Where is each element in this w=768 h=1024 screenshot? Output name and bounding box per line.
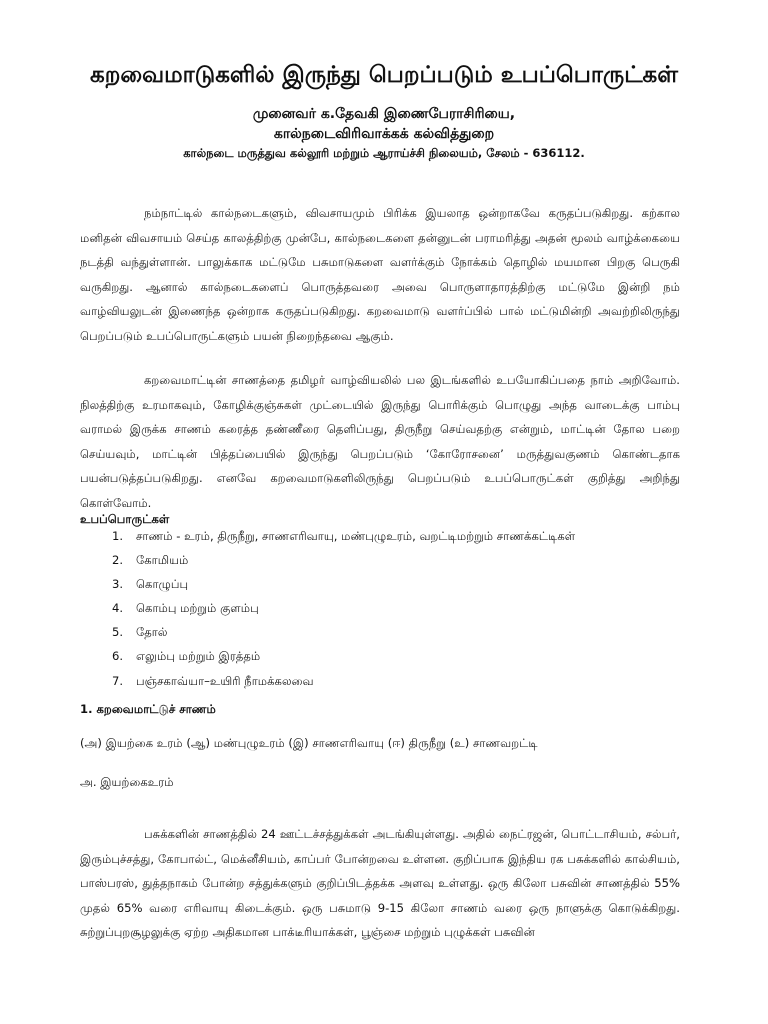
list-item xyxy=(112,524,712,548)
author-name: முனைவர் க.தேவகி இணைபேராசிரியை, xyxy=(252,106,516,122)
list-item-text: எலும்பு மற்றும் இரத்தம் xyxy=(136,649,261,664)
list-item xyxy=(112,620,712,644)
list-item-text: தோல் xyxy=(136,625,168,640)
paragraph-text: பசுக்களின் சாணத்தில் 24 ஊட்டச்சத்துக்கள் அடங்கியுள்ளது. அதில் நைட்ரஜன், பொட்டாசியம், சல்பர், இரும்புச்சத்து, கோபால்ட், மெக்னீசியம், காப்பர் போன்றவை உள்ளன. குறிப்பாக இந்திய ரக பசுக்களில் கால்சியம், பாஸ்பரஸ், துத்தநாகம் போன்ற சத்துக்களும் குறிப்பிடத்தக்க அளவு உள்ளது. ஒரு கிலோ பசுவின் சாணத்தில் 55% முதல் 65% வரை எரிவாயு கிடைக்கும். ஒரு பசுமாடு 9-15 கிலோ சாணம் வரை ஒரு நாளுக்கு கொடுக்கிறது. சுற்றுப்புறசூழலுக்கு ஏற்ற அதிகமான பாக்டீரியாக்கள், பூஞ்சை மற்றும் புழுக்கள் பசுவின் xyxy=(80,827,680,939)
list-item xyxy=(112,548,712,572)
list-item-text: பஞ்சகாவ்யா–உயிரி நீாமக்கலவை xyxy=(136,673,314,688)
list-item-number: 7. xyxy=(112,673,124,688)
section-heading-dung: 1. கறவைமாட்டுச் சாணம் xyxy=(80,702,216,716)
list-item-number: 5. xyxy=(112,625,124,640)
list-item-text: கோமியம் xyxy=(136,553,189,568)
list-item-text: சாணம் - உரம், திருநீறு, சாணஎரிவாயு, மண்புழுஉரம், வறட்டிமற்றும் சாணக்கட்டிகள் xyxy=(136,529,576,543)
author-department: கால்நடைவிரிவாக்கக் கல்வித்துறை xyxy=(273,126,495,142)
list-item-number: 1. xyxy=(112,529,124,543)
list-item-text: கொழுப்பு xyxy=(136,577,189,592)
byproducts-list xyxy=(112,524,712,693)
paragraph-text: நம்நாட்டில் கால்நடைகளும், விவசாயமும் பிரிக்க இயலாத ஒன்றாகவே கருதப்படுகிறது. கற்கால மனிதன் விவசாயம் செய்த காலத்திற்கு முன்பே, கால்நடைகளை தன்னுடன் பராமரித்து அதன் மூலம் வாழ்க்கையை நடத்தி வந்துள்ளான். பாலுக்காக மட்டுமே பசுமாடுகளை வளர்க்கும் நோக்கம் தொழில் மயமான பிறகு பெருகி வருகிறது. ஆனால் கால்நடைகளைப் பொருத்தவரை அவை பொருளாதாரத்திற்கு மட்டுமே இன்றி நம் வாழ்வியலுடன் இணைந்த ஒன்றாக கருதப்படுகிறது. கறவைமாடு வளர்ப்பில் பால் மட்டுமின்றி அவற்றிலிருந்து பெறப்படும் உபப்பொருட்களும் பயன் நிறைந்தவை ஆகும். xyxy=(80,206,680,343)
list-item-number: 3. xyxy=(112,577,124,592)
document-title: கறவைமாடுகளில் இருந்து பெறப்படும் உபப்பொருட்கள் xyxy=(90,62,678,88)
list-item-number: 2. xyxy=(112,553,124,568)
author-college: கால்நடை மருத்துவ கல்லூரி மற்றும் ஆராய்ச்சி நிலையம், சேலம் - 636112. xyxy=(183,146,585,160)
subsection-heading-natural-manure: அ. இயற்கைஉரம் xyxy=(80,775,174,789)
dung-subtypes-line: (அ) இயற்கை உரம் (ஆ) மண்புழுஉரம் (இ) சாணஎரிவாயு (ஈ) திருநீறு (உ) சாணவறட்டி xyxy=(80,736,538,750)
paragraph-text: கறவைமாட்டின் சாணத்தை தமிழர் வாழ்வியலில் பல இடங்களில் உபயோகிப்பதை நாம் அறிவோம். நிலத்திற்கு உரமாகவும், கோழிக்குஞ்சுகள் முட்டையில் இருந்து பொரிக்கும் பொழுது அந்த வாடைக்கு பாம்பு வராமல் இருக்க சாணம் கரைத்த தண்ணீரை தெளிப்பது, திருநீறு செய்வதற்கு என்றும், மாட்டின் தோல பறை செய்யவும், மாட்டின் பித்தப்பையில் இருந்து பெறப்படும் ‘கோரோசனை’ மருத்துவகுணம் கொண்டதாக பயன்படுத்தப்படுகிறது. எனவே கறவைமாடுகளிலிருந்து பெறப்படும் உபப்பொருட்கள் குறித்து அறிந்து கொள்வோம். xyxy=(80,373,680,510)
list-item xyxy=(112,669,712,693)
list-item-number: 6. xyxy=(112,649,124,664)
intro-paragraph xyxy=(80,201,680,348)
list-item xyxy=(112,596,712,620)
dung-nutrients-paragraph xyxy=(80,822,680,945)
list-item-number: 4. xyxy=(112,601,124,616)
list-item-text: கொம்பு மற்றும் குளம்பு xyxy=(136,601,259,616)
list-item xyxy=(112,644,712,668)
list-item xyxy=(112,572,712,596)
byproducts-heading: உபப்பொருட்கள் xyxy=(80,512,170,526)
dung-usage-paragraph xyxy=(80,368,680,515)
